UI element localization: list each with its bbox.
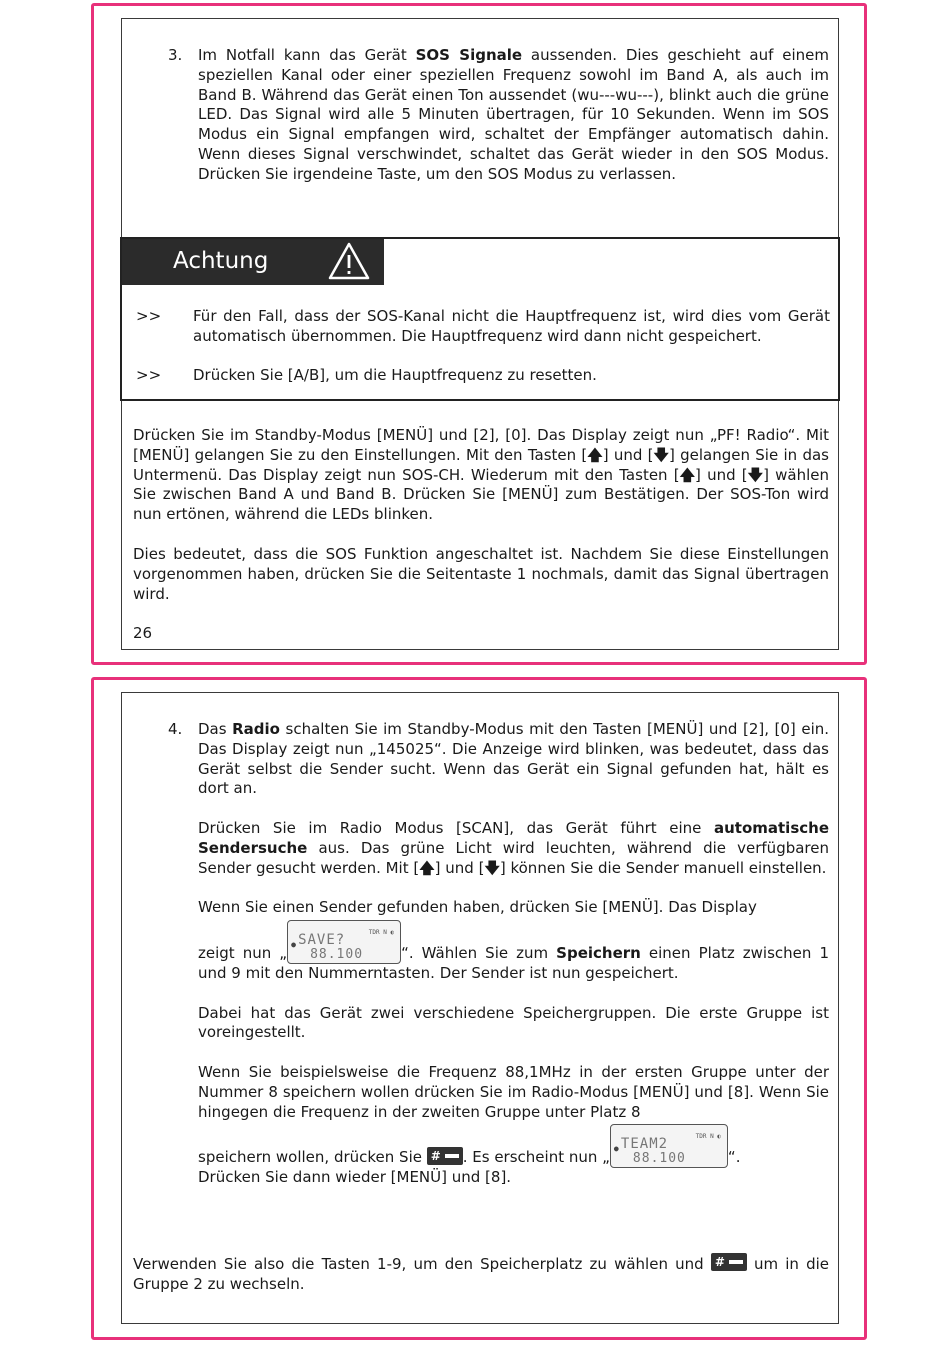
paragraph-sos-active — [133, 545, 829, 604]
paragraph-menu — [133, 426, 829, 525]
arrow-down-icon: 🡇 — [747, 465, 764, 484]
scan-paragraph: Drücken Sie im Radio Modus [SCAN], das Gerät führt eine automatische Sendersuche aus. Das grüne Licht wird leuchten, während die verfügbaren Sender gesucht werden. Mit [🡅] und [🡇] können Sie die Sender manuell einstellen. — [198, 818, 829, 877]
groups-paragraph: Dabei hat das Gerät zwei verschiedene Speichergruppen. Die erste Gruppe ist voreingestellt. — [198, 1003, 829, 1042]
item-3-text: Im Notfall kann das Gerät SOS Signale aussenden. Dies geschieht auf einem speziellen Kanal oder einer speziellen Frequenz sowohl im Band A, als auch im Band B. Während das Gerät einen Ton aussendet (wu---wu---), blinkt auch die grüne LED. Das Signal wird alle 5 Minuten übertragen, für 10 Sekunden. Wenn im SOS Modus ein Signal empfangen wird, schaltet der Empfänger automatisch dahin. Wenn dieses Signal verschwindet, schaltet das Gerät wieder in den SOS Modus. Drücken Sie irgendeine Taste, um den SOS Modus zu verlassen. — [198, 46, 829, 183]
item-4 — [168, 720, 829, 1188]
warning-title: Achtung — [173, 248, 269, 274]
warning-header — [122, 239, 384, 285]
item-number: 3. — [168, 46, 183, 64]
radio-paragraph: Das Radio schalten Sie im Standby-Modus mit den Tasten [MENÜ] und [2], [0] ein. Das Display zeigt nun „145025“. Die Anzeige wird blinken, was bedeutet, dass das Gerät selbst die Sender sucht. Wenn das Gerät ein Signal gefunden hat, hält es dort an. — [198, 720, 830, 798]
page-number: 26 — [133, 624, 153, 642]
warning-triangle-icon — [328, 242, 370, 280]
bullet-text: Für den Fall, dass der SOS-Kanal nicht die Hauptfrequenz ist, wird dies vom Gerät automatisch übernommen. Die Hauptfrequenz wird dann nicht gespeichert. — [193, 307, 830, 345]
save-paragraph-line1: Wenn Sie einen Sender gefunden haben, drücken Sie [MENÜ]. Das Display — [198, 898, 757, 917]
final-paragraph — [133, 1253, 829, 1295]
example-paragraph-2: speichern wollen, drücken Sie # . Es erscheint nun „ TDR N ◐ ● TEAM2 88.100 “. — [198, 1124, 829, 1168]
arrow-up-icon: 🡅 — [679, 465, 696, 484]
bullet-mark: >> — [136, 366, 162, 384]
bullet-mark: >> — [136, 307, 162, 325]
save-paragraph: zeigt nun „ TDR N ◐ ● SAVE? 88.100 “. Wählen Sie zum Speichern einen Platz zwischen 1 und 9 mit den Nummerntasten. Der Sender ist nun gespeichert. — [198, 920, 829, 984]
final-paragraph-text: Verwenden Sie also die Tasten 1-9, um den Speicherplatz zu wählen und # um in die Gruppe 2 zu wechseln. — [133, 1255, 829, 1293]
warning-bullet-2 — [136, 366, 830, 386]
hash-key-icon: # — [711, 1253, 747, 1271]
hash-key-icon: # — [427, 1147, 463, 1165]
arrow-up-icon: 🡅 — [587, 445, 603, 464]
item-3 — [168, 46, 829, 185]
warning-box — [120, 237, 840, 401]
example-paragraph-3: Drücken Sie dann wieder [MENÜ] und [8]. — [198, 1168, 512, 1187]
arrow-down-icon: 🡇 — [653, 445, 669, 464]
warning-bullet-1 — [136, 307, 830, 347]
item-number: 4. — [168, 720, 183, 738]
bullet-text: Drücken Sie [A/B], um die Hauptfrequenz zu resetten. — [193, 366, 597, 384]
lcd-display-team: TDR N ◐ ● TEAM2 88.100 — [610, 1124, 728, 1168]
arrow-up-icon: 🡅 — [419, 858, 435, 877]
arrow-down-icon: 🡇 — [484, 858, 500, 877]
lcd-display-save: TDR N ◐ ● SAVE? 88.100 — [287, 920, 401, 964]
paragraph-menu-text: Drücken Sie im Standby-Modus [MENÜ] und [2], [0]. Das Display zeigt nun „PF! Radio“. Mit [MENÜ] gelangen Sie zu den Einstellungen. Mit den Tasten [🡅] und [🡇] gelangen Sie in das Untermenü. Das Display zeigt nun SOS-CH. Wiederum mit den Tasten [🡅] und [🡇] wählen Sie zwischen Band A und Band B. Drücken Sie [MENÜ] zum Bestätigen. Der SOS-Ton wird nun ertönen, während die LEDs blinken. — [133, 426, 829, 524]
example-paragraph: Wenn Sie beispielsweise die Frequenz 88,1MHz in der ersten Gruppe unter der Nummer 8 speichern wollen drücken Sie im Radio-Modus [MENÜ] und [8]. Wenn Sie hingegen die Frequenz in der zweiten Gruppe unter Platz 8 — [198, 1062, 829, 1121]
paragraph-sos-active-text: Dies bedeutet, dass die SOS Funktion angeschaltet ist. Nachdem Sie diese Einstellungen vorgenommen haben, drücken Sie die Seitentaste 1 nochmals, damit das Signal übertragen wird. — [133, 545, 829, 603]
